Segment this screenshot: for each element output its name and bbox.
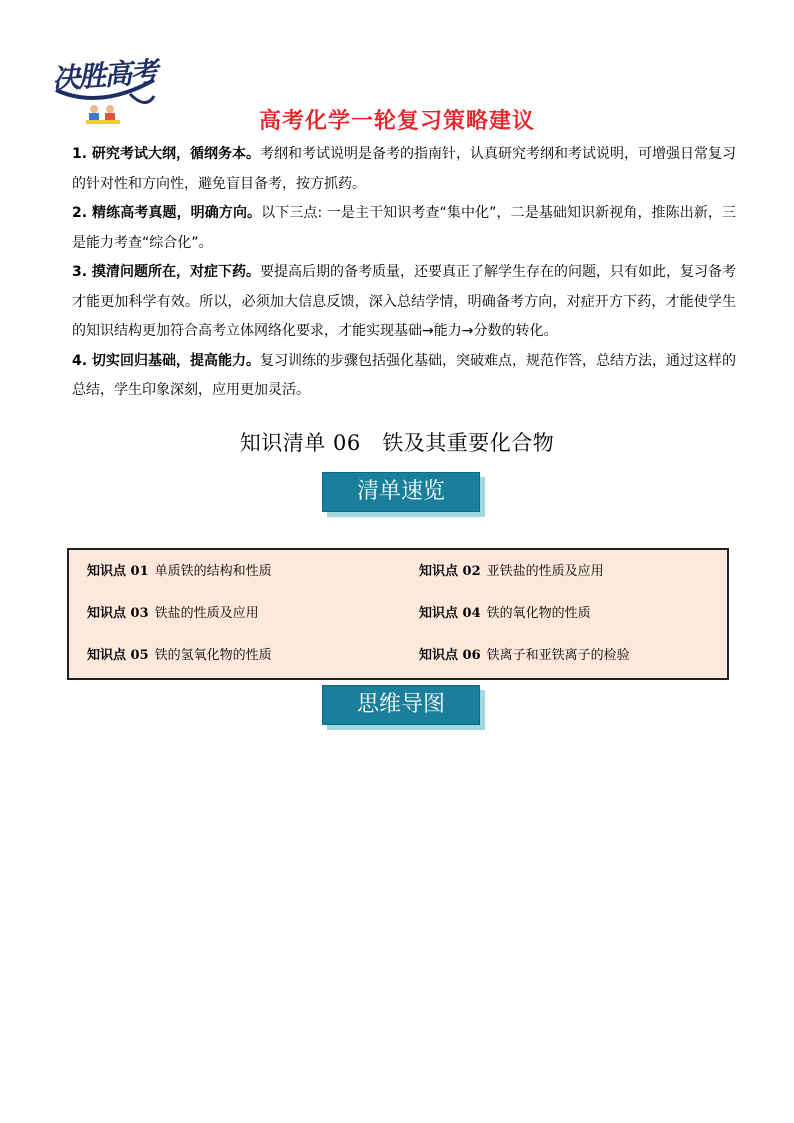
advice-lead: 2. 精练高考真题，明确方向。 [72,205,262,221]
advice-lead: 3. 摸清问题所在，对症下药。 [72,264,260,280]
advice-body: 复习训练的步骤包括强化基础，突破难点，规范作答，总结方法，通过这样的总结，学生印象深刻，应用更加灵活。 [72,352,736,398]
advice-body: 要提高后期的备考质量，还要真正了解学生存在的问题，只有如此，复习备考才能更加科学有效。所以，必须加大信息反馈，深入总结学情，明确备考方向，对症开方下药，才能使学生的知识结构更加符合高考立体网络化要求，才能实现基础→能力→分数的转化。 [72,264,736,339]
kp-title: 铁离子和亚铁离子的检验 [486,648,630,663]
knowledge-point-item[interactable] [419,644,717,686]
kp-title: 亚铁盐的性质及应用 [486,564,604,579]
advice-item [72,140,736,199]
knowledge-point-item[interactable] [419,602,717,644]
mind-map-banner: 思维导图 [322,685,480,725]
table-row [87,644,717,686]
kp-code: 知识点 06 [419,648,481,663]
kp-code: 知识点 04 [419,606,481,621]
main-title: 高考化学一轮复习策略建议 [258,109,535,134]
advice-item [72,199,736,258]
advice-lead: 1. 研究考试大纲，循纲务本。 [72,146,260,162]
knowledge-point-item[interactable] [87,602,419,644]
advice-list [72,140,736,406]
advice-lead: 4. 切实回归基础，提高能力。 [72,352,260,369]
kp-title: 铁的氢氧化物的性质 [154,648,272,663]
knowledge-point-table [67,548,729,680]
advice-body: 以下三点: 一是主干知识考查“集中化”，二是基础知识新视角，推陈出新，三是能力考查“综合化”。 [72,205,737,251]
logo-text: 决胜高考 [51,55,158,96]
kp-code: 知识点 02 [419,564,481,579]
advice-body: 考纲和考试说明是备考的指南针，认真研究考纲和考试说明，可增强日常复习的针对性和方向性，避免盲目备考，按方抓药。 [72,146,736,192]
knowledge-point-item[interactable] [87,644,419,686]
kp-code: 知识点 01 [87,564,149,579]
advice-item [72,258,736,347]
kp-title: 单质铁的结构和性质 [154,564,272,579]
knowledge-point-item[interactable] [87,560,419,602]
quick-overview-banner: 清单速览 [322,472,480,512]
kp-code: 知识点 05 [87,648,149,663]
kp-title: 铁的氧化物的性质 [486,606,591,621]
section-title: 知识清单 06 铁及其重要化合物 [239,431,555,455]
table-row [87,560,717,602]
kp-code: 知识点 03 [87,606,149,621]
advice-item [72,347,736,406]
kp-title: 铁盐的性质及应用 [154,606,259,621]
knowledge-point-item[interactable] [419,560,717,602]
table-row [87,602,717,644]
